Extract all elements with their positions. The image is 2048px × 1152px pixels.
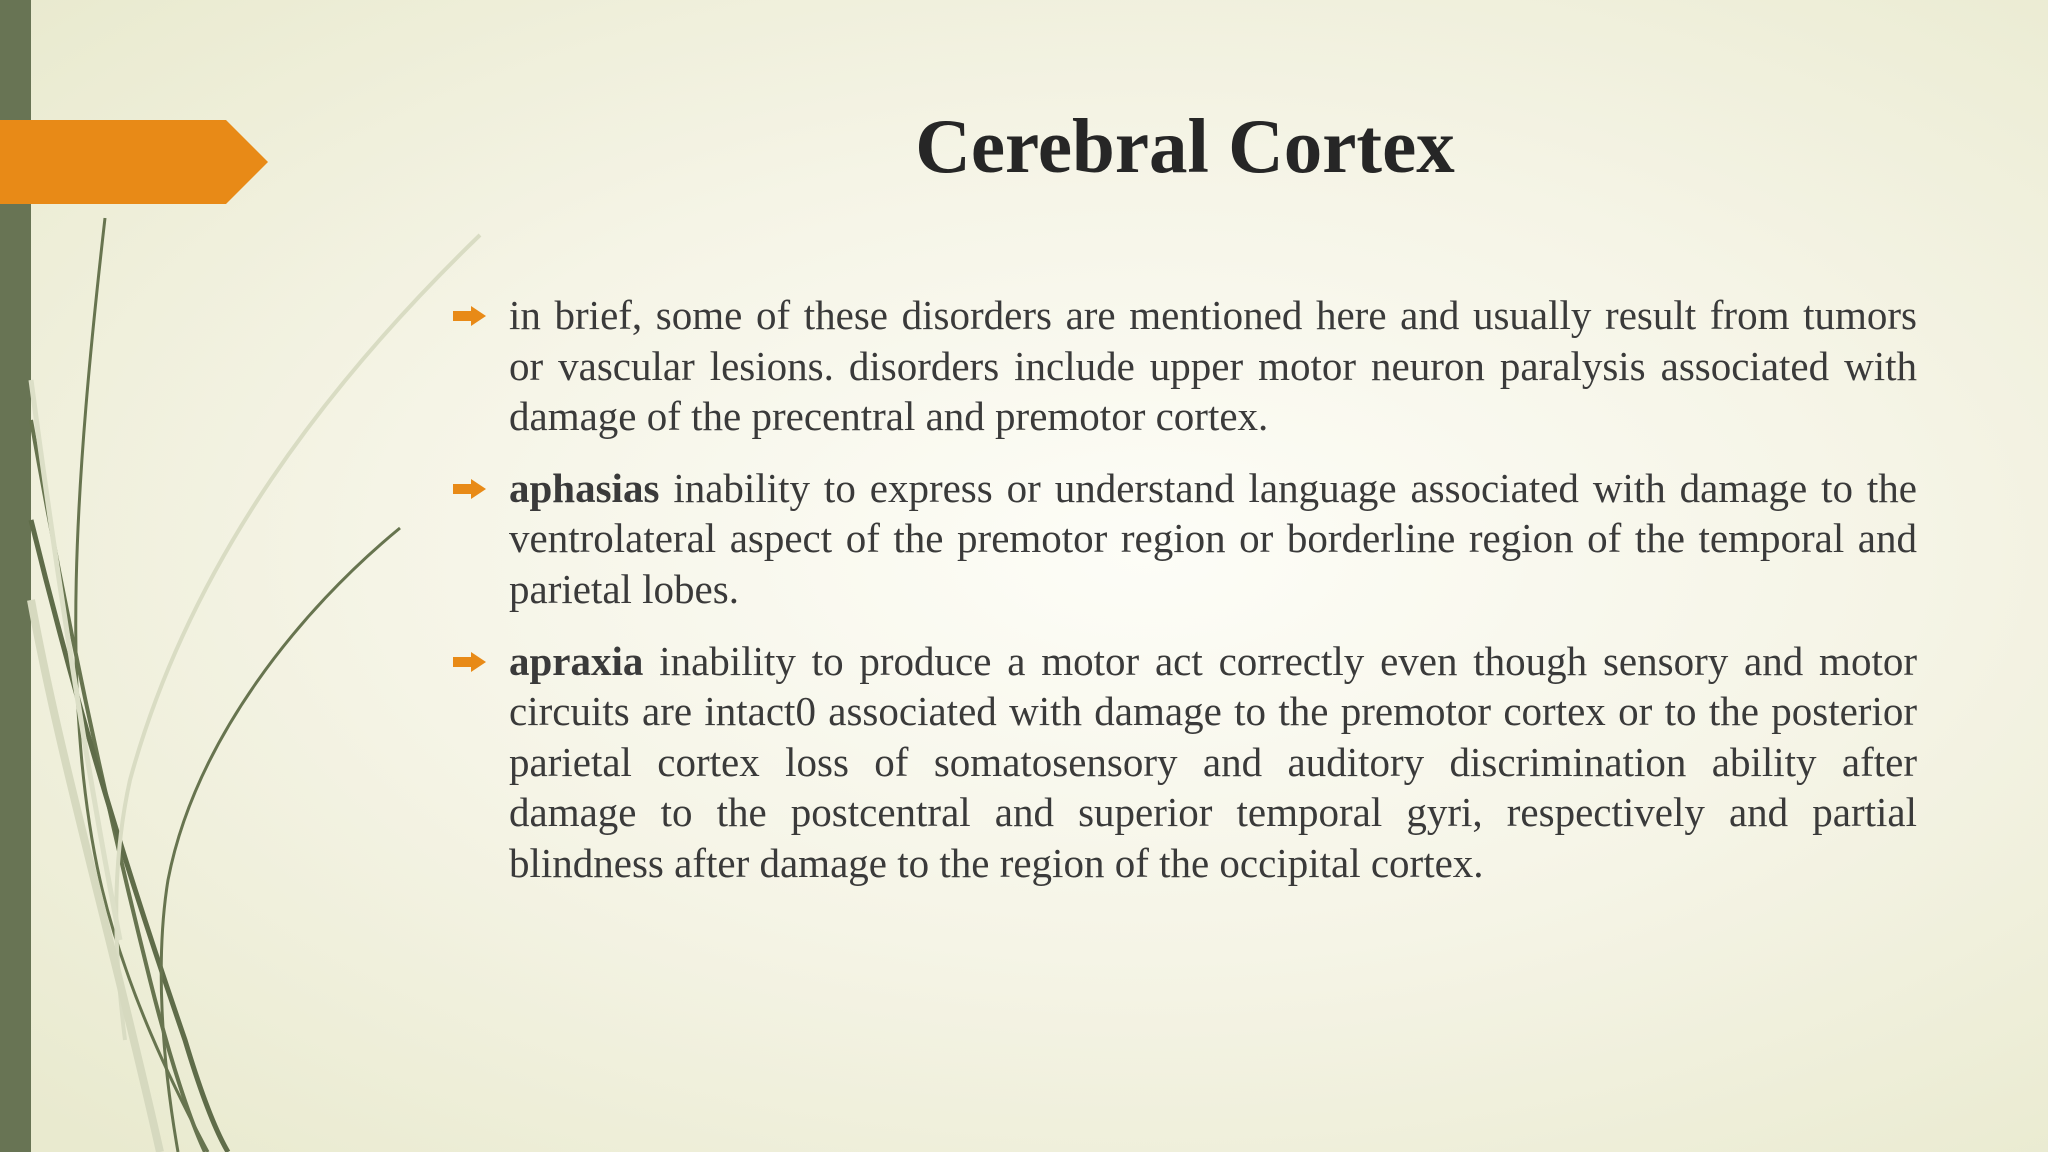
bullet-term: aphasias: [509, 464, 660, 511]
orange-arrow-banner: [0, 120, 268, 204]
bullet-text: inability to produce a motor act correctly even though sensory and motor circuits are intact0 associated with damage to the premotor cortex or to the posterior parietal cortex loss of somatosensory and auditory discrimination ability after damage to the postcentral and superior temporal gyri, respectively and partial blindness after damage to the region of the occipital cortex.: [509, 637, 1917, 886]
arrow-right-icon: [452, 305, 487, 327]
bullet-item-disorders: [452, 290, 1917, 442]
bullet-text: inability to express or understand language associated with damage to the ventrolateral aspect of the premotor region or borderline region of the temporal and parietal lobes.: [509, 464, 1917, 612]
arrow-right-icon: [452, 651, 487, 673]
bullet-text: in brief, some of these disorders are mentioned here and usually result from tumors or vascular lesions. disorders include upper motor neuron paralysis associated with damage of the precentral and premotor cortex.: [509, 292, 1917, 440]
bullet-item-apraxia: [452, 636, 1917, 889]
bullet-list: [452, 290, 1917, 910]
arrow-right-icon: [452, 478, 487, 500]
bullet-item-aphasias: [452, 463, 1917, 615]
slide-title: Cerebral Cortex: [915, 103, 1455, 189]
bullet-term: apraxia: [509, 637, 644, 684]
